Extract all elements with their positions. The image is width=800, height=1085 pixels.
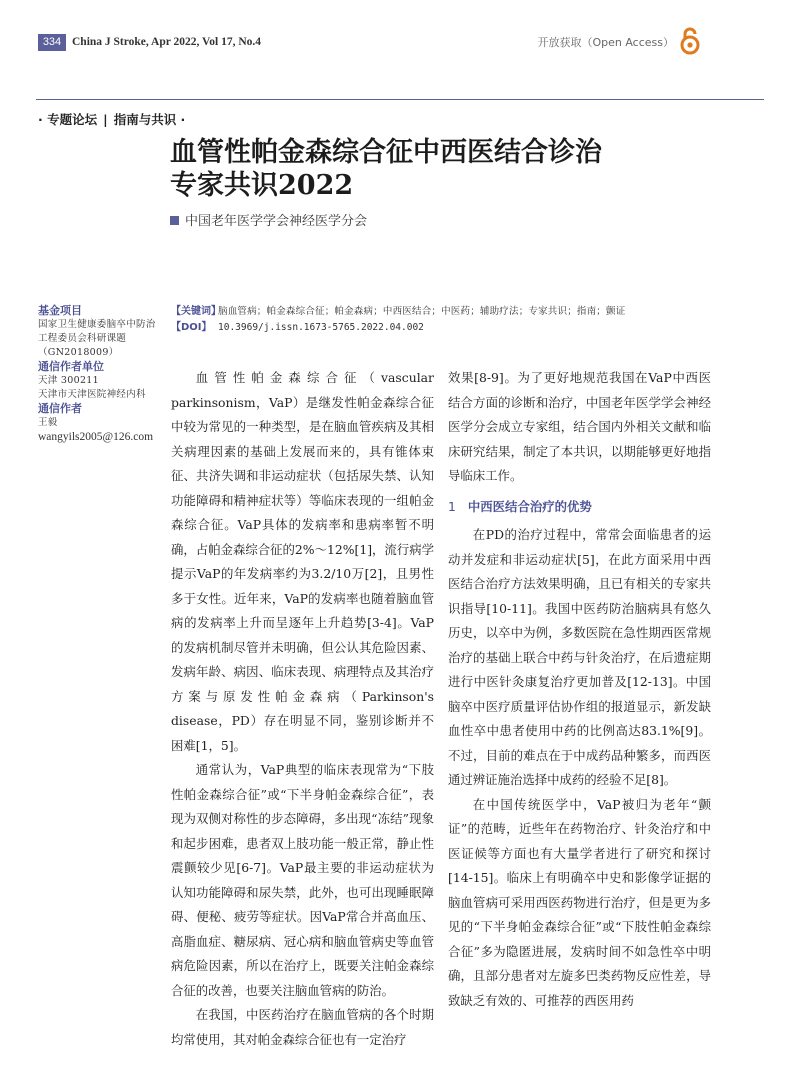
body-column-left: [171, 366, 434, 1052]
section-heading: [448, 495, 711, 520]
section-tag: [38, 110, 185, 128]
section-title: 中西医结合治疗的优势: [467, 498, 592, 514]
paragraph: 在PD的治疗过程中，常常会面临患者的运动并发症和非运动症状[5]，在此方面采用中西医结合治疗方法效果明确，且已有相关的专家共识指导[10-11]。我国中医药防治脑病具有悠久历史，以卒中为例，多数医院在急性期西医常规治疗的基础上联合中药与针灸治疗，在后遗症期进行中医针灸康复治疗更加普及[12-13]。中国脑卒中医疗质量评估协作组的报道显示，新发缺血性卒中患者使用中药的比例高达83.1%[9]。不过，目前的难点在于中成药品种繁多，而西医通过辨证施治选择中成药的经验不足[8]。: [448, 527, 711, 787]
doi-link[interactable]: 10.3969/j.issn.1673-5765.2022.04.002: [218, 322, 424, 333]
section-tag-part1: · 专题论坛: [38, 112, 98, 127]
paragraph: 效果[8-9]。为了更好地规范我国在VaP中西医结合方面的诊断和治疗，中国老年医学学会神经医学分会成立专家组，结合国内外相关文献和临床研究结果，制定了本共识，以期能够更好地指导临床工作。: [448, 370, 711, 483]
keywords-text: 脑血管病；帕金森综合征；帕金森病；中西医结合；中医药；辅助疗法；专家共识；指南；颤证: [218, 306, 626, 317]
doi-row: [171, 320, 731, 336]
author-name: 中国老年医学学会神经医学分会: [185, 214, 368, 229]
keywords-row: [171, 304, 731, 320]
funding-label: 基金项目: [38, 304, 82, 317]
paragraph: 通常认为，VaP典型的临床表现常为“下肢性帕金森综合征”或“下半身帕金森综合征”，表现为双侧对称性的步态障碍，多出现“冻结”现象和起步困难，患者双上肢功能一般正常，静止性震颤较少见[6-7]。VaP最主要的非运动症状为认知功能障碍和尿失禁，此外，也可出现睡眠障碍、便秘、疲劳等症状。因VaP常合并高血压、高脂血症、糖尿病、冠心病和脑血管病史等血管病危险因素，所以在治疗上，既要关注帕金森综合征的改善，也要关注脑血管病的防治。: [171, 762, 434, 998]
funding-text: 国家卫生健康委脑卒中防治工程委员会科研课题（GN2018009）: [38, 319, 156, 358]
unit-label: 通信作者单位: [38, 360, 104, 373]
title-line-1: 血管性帕金森综合征中西医结合诊治: [170, 137, 602, 168]
article-title: [170, 136, 730, 202]
unit-text: 天津 300211 天津市天津医院神经内科: [38, 375, 146, 400]
paragraph: 在中国传统医学中，VaP被归为老年“颤证”的范畴，近些年在药物治疗、针灸治疗和中医证候等方面也有大量学者进行了研究和探讨[14-15]。临床上有明确卒中史和影像学证据的脑血管病可采用西医药物进行治疗，但是更为多见的“下半身帕金森综合征”或“下肢性帕金森综合征”多为隐匿进展，发病时间不如急性卒中明确，且部分患者对左旋多巴类药物反应性差，导致缺乏有效的、可推荐的西医用药: [448, 796, 711, 1008]
open-access-lock-icon: [680, 27, 700, 59]
author-line: [170, 210, 367, 229]
paragraph: 血管性帕金森综合征（vascular parkinsonism，VaP）是继发性帕金森综合征中较为常见的一种类型，是在脑血管疾病及其相关病理因素的基础上发展而来的，具有锥体束征、共济失调和非运动症状（包括尿失禁、认知功能障碍和精神症状等）等临床表现的一组帕金森综合征。VaP具体的发病率和患病率暂不明确，占帕金森综合征的2%～12%[1]，流行病学提示VaP的年发病率约为3.2/10万[2]，且男性多于女性。近年来，VaP的发病率也随着脑血管病的发病率上升而呈逐年上升趋势[3-4]。VaP的发病机制尽管并未明确，但公认其危险因素、发病年龄、病因、临床表现、病理特点及其治疗方案与原发性帕金森病（Parkinson's disease，PD）存在明显不同，鉴别诊断并不困难[1，5]。: [171, 370, 434, 753]
section-number: 1: [448, 498, 456, 514]
open-access-label: 开放获取（Open Access）: [537, 36, 674, 49]
title-line-2: 专家共识2022: [170, 170, 354, 201]
keywords-label: 【关键词】: [171, 306, 221, 317]
page-number: 334: [38, 34, 66, 51]
running-head: China J Stroke, Apr 2022, Vol 17, No.4: [72, 36, 262, 48]
header-rule: [36, 99, 764, 100]
sidebar: [38, 304, 160, 445]
author-square-icon: [170, 216, 179, 225]
corresponding-author-label: 通信作者: [38, 402, 82, 415]
doi-label: 【DOI】: [171, 322, 212, 333]
section-tag-separator: |: [103, 112, 108, 127]
section-tag-part2: 指南与共识 ·: [113, 112, 186, 127]
body-column-right: [448, 366, 711, 1013]
corresponding-author-name: 王毅: [38, 417, 58, 428]
author-email[interactable]: wangyils2005@126.com: [38, 431, 154, 443]
paragraph: 在我国，中医药治疗在脑血管病的各个时期均常使用，其对帕金森综合征也有一定治疗: [171, 1007, 434, 1047]
article-meta: [171, 304, 731, 336]
